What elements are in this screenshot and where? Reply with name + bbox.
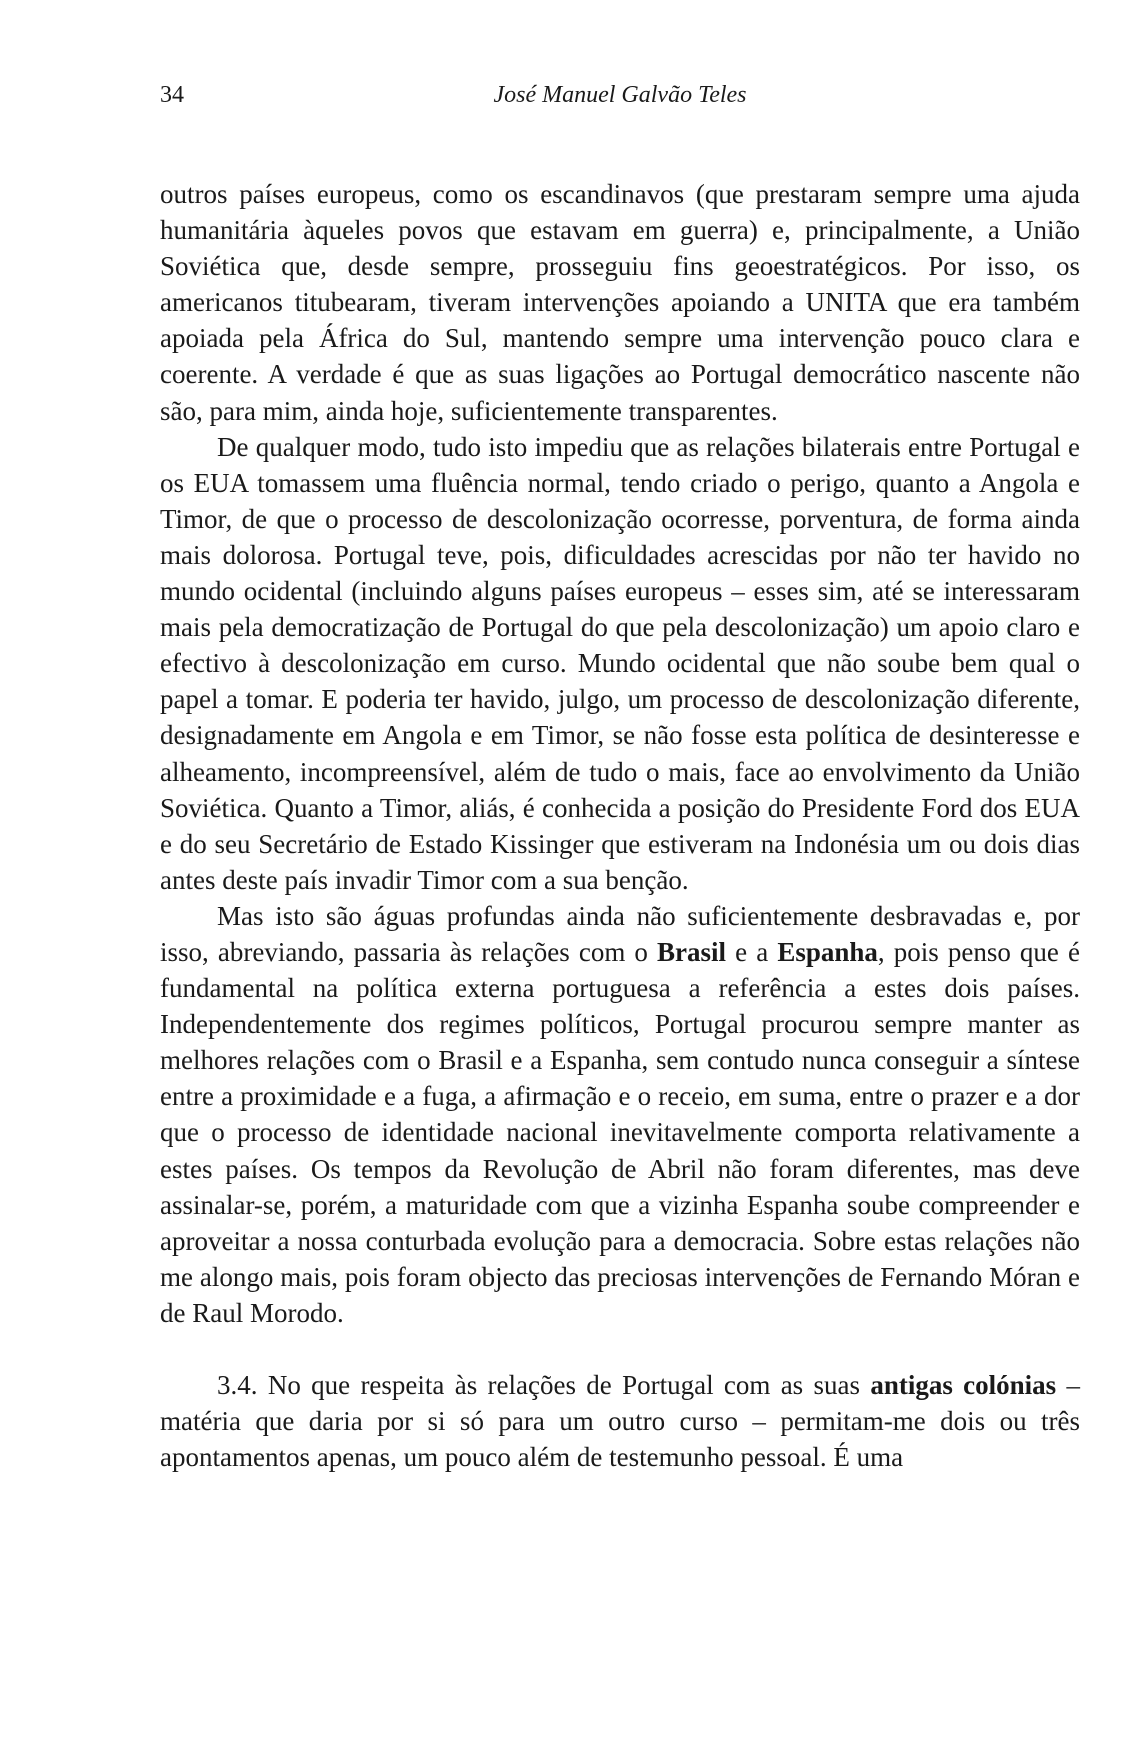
page-number: 34 <box>160 82 184 108</box>
paragraph-3-text-b: e a <box>726 936 778 967</box>
body-text <box>160 176 1080 1475</box>
paragraph-2: De qualquer modo, tudo isto impediu que as relações bilaterais entre Portugal e os EUA tomassem uma fluência normal, tendo criado o perigo, quanto a Angola e Timor, de que o processo de descolonização ocorresse, porventura, de forma ainda mais dolorosa. Portugal teve, pois, dificuldades acrescidas por não ter havido no mundo ocidental (incluindo alguns países europeus – esses sim, até se interessaram mais pela democratização de Portugal do que pela descolonização) um apoio claro e efectivo à descolonização em curso. Mundo ocidental que não soube bem qual o papel a tomar. E poderia ter havido, julgo, um processo de descolonização diferente, designadamente em Angola e em Timor, se não fosse esta política de desinteresse e alheamento, incompreensível, além de tudo o mais, face ao envolvimento da União Soviética. Quanto a Timor, aliás, é conhecida a posição do Presidente Ford dos EUA e do seu Secretário de Estado Kissinger que estiveram na Indonésia um ou dois dias antes deste país invadir Timor com a sua benção. <box>160 431 1080 895</box>
paragraph-3-text-c: , pois penso que é fundamental na política externa portuguesa a referência a estes dois países. Independentemente dos regimes políticos, Portugal procurou sempre manter as melhores relações com o Brasil e a Espanha, sem contudo nunca conseguir a síntese entre a proximidade e a fuga, a afirmação e o receio, em suma, entre o prazer e a dor que o processo de identidade nacional inevitavelmente comporta relativamente a estes países. Os tempos da Revolução de Abril não foram diferentes, mas deve assinalar-se, porém, a maturidade com que a vizinha Espanha soube compreender e aproveitar a nossa conturbada evolução para a democracia. Sobre estas relações não me alongo mais, pois foram objecto das preciosas intervenções de Fernando Móran e de Raul Morodo. <box>160 936 1081 1328</box>
paragraph-section-3-4 <box>160 1367 1080 1475</box>
paragraph-4-text-b: – matéria que daria por si só para um outro curso – permitam-me dois ou três apontamentos apenas, um pouco além de testemunho pessoal. É uma <box>160 1370 1081 1473</box>
page-header <box>160 82 1080 122</box>
paragraph-3 <box>160 898 1080 1331</box>
paragraph-3-text-a: Mas isto são águas profundas ainda não suficientemente desbravadas e, por isso, abreviando, passaria às relações com o <box>160 900 1080 967</box>
bold-term-espanha: Espanha <box>777 936 878 967</box>
bold-term-antigas-colonias: antigas colónias <box>870 1370 1057 1400</box>
paragraph-4-text-a: 3.4. No que respeita às relações de Portugal com as suas <box>217 1370 871 1400</box>
running-title: José Manuel Galvão Teles <box>493 82 747 108</box>
paragraph-1: outros países europeus, como os escandinavos (que prestaram sempre uma ajuda humanitária àqueles povos que estavam em guerra) e, principalmente, a União Soviética que, desde sempre, prosseguiu fins geoestratégicos. Por isso, os americanos titubearam, tiveram intervenções apoiando a UNITA que era também apoiada pela África do Sul, mantendo sempre uma intervenção pouco clara e coerente. A verdade é que as suas ligações ao Portugal democrático nascente não são, para mim, ainda hoje, suficientemente transparentes. <box>160 179 1080 426</box>
bold-term-brasil: Brasil <box>657 936 727 967</box>
